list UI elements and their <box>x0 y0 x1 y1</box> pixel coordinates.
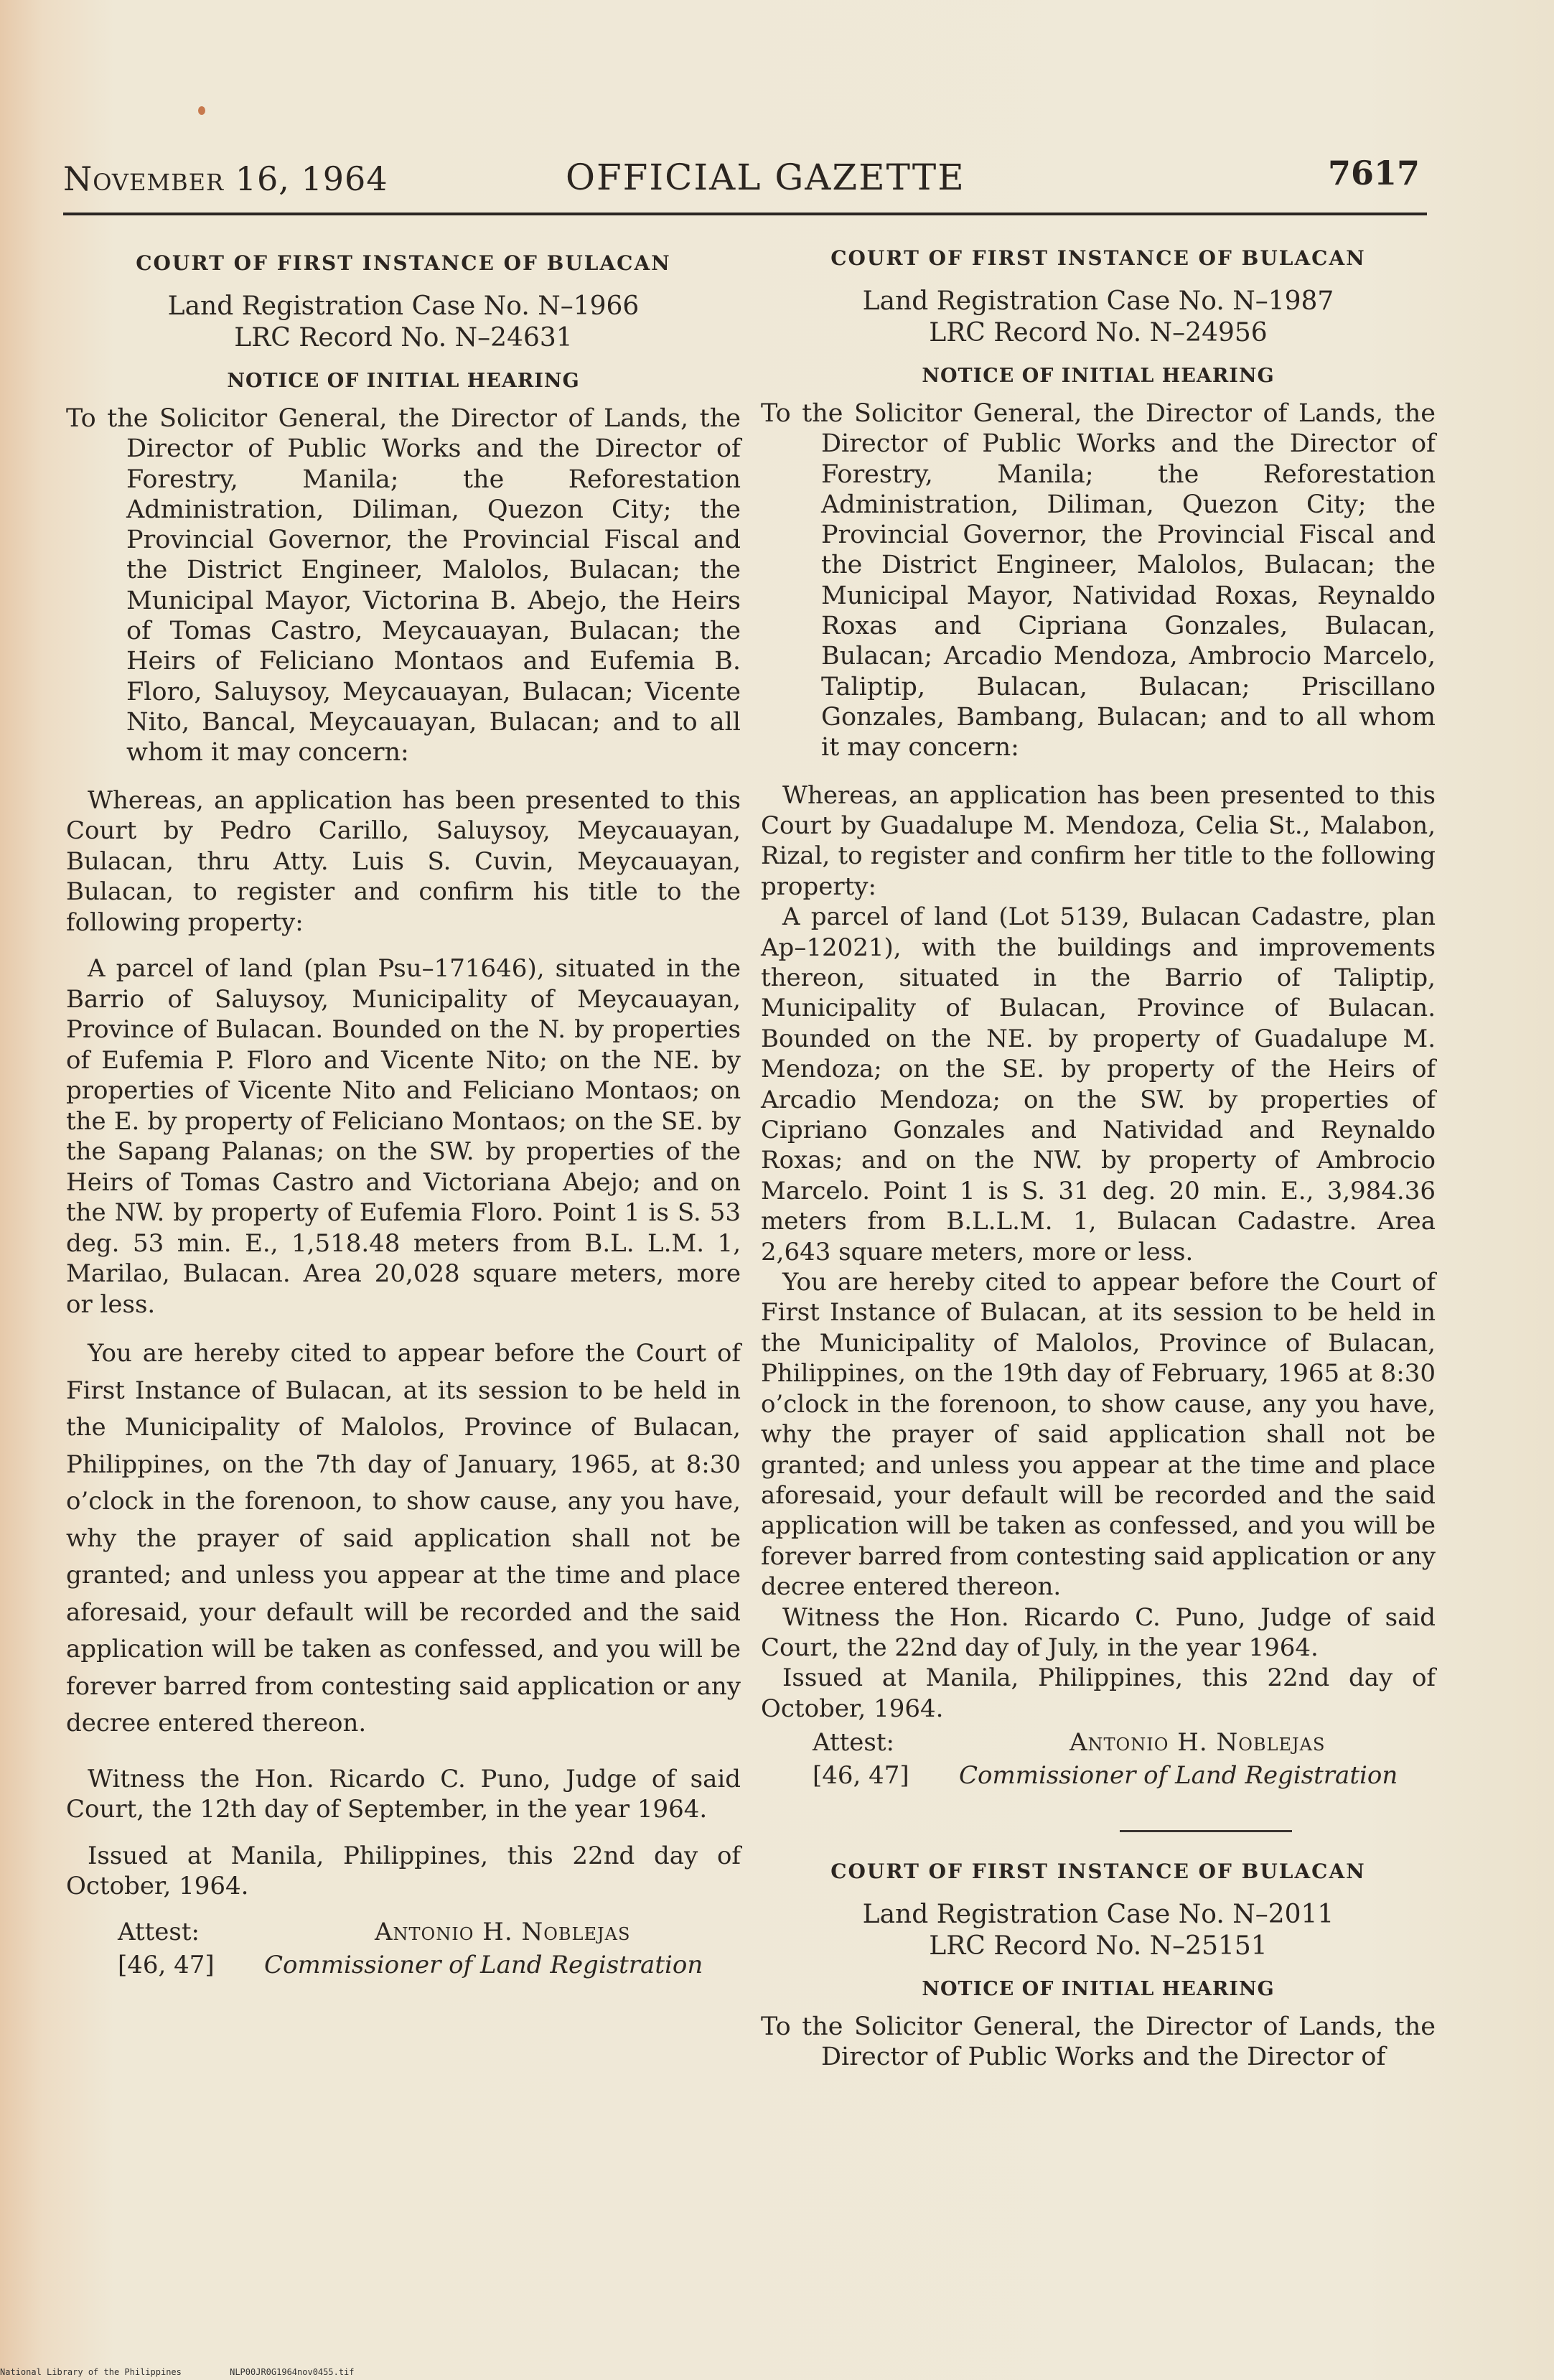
notice2-attest-name: Antonio H. Noblejas <box>1069 1728 1326 1758</box>
notice2-court: COURT OF FIRST INSTANCE OF BULACAN <box>830 246 1366 270</box>
notice-separator <box>1120 1830 1292 1832</box>
notice1-attest-name: Antonio H. Noblejas <box>375 1917 631 1946</box>
notice2-commissioner: Commissioner of Land Registration <box>959 1761 1398 1791</box>
notice3-court: COURT OF FIRST INSTANCE OF BULACAN <box>830 1859 1366 1884</box>
notice2-title: NOTICE OF INITIAL HEARING <box>922 365 1275 387</box>
notice1-parcel: A parcel of land (plan Psu–171646), situated in the Barrio of Saluysoy, Municipality of Meycauayan, Province of Bulacan. Bounded on the N. by properties of Eufemia P. Floro and Vicente Nito; on the NE. by properties of Vicente Nito and Feliciano Montaos; on the E. by property of Feliciano Montaos; on the SE. by the Sapang Palanas; on the SW. by properties of the Heirs of Tomas Castro and Victoriana Abejo; and on the NW. by property of Eufemia Floro. Point 1 is S. 53 deg. 53 min. E., 1,518.48 meters from B.L. L.M. 1, Marilao, Bulacan. Area 20,028 square meters, more or less. <box>66 954 741 1319</box>
notice2-address: To the Solicitor General, the Director of Lands, the Director of Public Works and the Director of Forestry, Manila; the Reforestation Administration, Diliman, Quezon City; the Provincial Governor, the Provincial Fiscal and the District Engineer, Malolos, Bulacan; the Municipal Mayor, Natividad Roxas, Reynaldo Roxas and Cipriana Gonzales, Bulacan, Bulacan; Arcadio Mendoza, Ambrocio Marcelo, Taliptip, Bulacan, Bulacan; Priscillano Gonzales, Bambang, Bulacan; and to all whom it may concern: <box>761 399 1436 762</box>
right-column <box>761 246 1436 2090</box>
notice1-lrc-record: LRC Record No. N–24631 <box>234 323 573 353</box>
notice1-issued: Issued at Manila, Philippines, this 22nd day of October, 1964. <box>66 1841 741 1901</box>
notice1-court: COURT OF FIRST INSTANCE OF BULACAN <box>136 251 671 275</box>
notice3-title: NOTICE OF INITIAL HEARING <box>922 1978 1275 2001</box>
notice1-citation: You are hereby cited to appear before the Court of First Instance of Bulacan, at its session to be held in the Municipality of Malolos, Province of Bulacan, Philippines, on the 7th day of January, 1965, at 8:30 o’clock in the forenoon, to show cause, any you have, why the prayer of said application shall not be granted; and unless you appear at the time and place aforesaid, your default will be recorded and the said application will be taken as confessed, and you will be forever barred from contesting said application or any decree entered thereon. <box>66 1339 741 1738</box>
notice2-parcel: A parcel of land (Lot 5139, Bulacan Cadastre, plan Ap–12021), with the buildings and improvements thereon, situated in the Barrio of Taliptip, Municipality of Bulacan, Province of Bulacan. Bounded on the NE. by property of Guadalupe M. Mendoza; on the SE. by property of the Heirs of Arcadio Mendoza; on the SW. by properties of Cipriano Gonzales and Natividad and Reynaldo Roxas; and on the NW. by property of Ambrocio Marcelo. Point 1 is S. 31 deg. 20 min. E., 3,984.36 meters from B.L.L.M. 1, Bulacan Cadastre. Area 2,643 square meters, more or less. <box>761 902 1436 1266</box>
notice1-witness: Witness the Hon. Ricardo C. Puno, Judge of said Court, the 12th day of September, in the year 1964. <box>66 1764 741 1824</box>
notice3-lrc-record: LRC Record No. N–25151 <box>929 1931 1268 1961</box>
notice1-title: NOTICE OF INITIAL HEARING <box>227 370 580 392</box>
notice1-reference: [46, 47] <box>118 1950 215 1979</box>
notice3-address: To the Solicitor General, the Director of Lands, the Director of Public Works and the Director of <box>761 2012 1436 2072</box>
header-rule <box>63 213 1427 215</box>
notice2-citation: You are hereby cited to appear before the Court of First Instance of Bulacan, at its session to be held in the Municipality of Malolos, Province of Bulacan, Philippines, on the 19th day of February, 1965 at 8:30 o’clock in the forenoon, to show cause, any you have, why the prayer of said application shall not be granted; and unless you appear at the time and place aforesaid, your default will be recorded and the said application will be taken as confessed, and you will be forever barred from contesting said application or any decree entered thereon. <box>761 1268 1436 1602</box>
page-header <box>63 154 1427 204</box>
notice2-lrc-record: LRC Record No. N–24956 <box>929 318 1268 347</box>
notice1-attest-label: Attest: <box>118 1917 200 1946</box>
notice2-whereas: Whereas, an application has been presented to this Court by Guadalupe M. Mendoza, Celia St., Malabon, Rizal, to register and confirm her title to the following property: <box>761 780 1436 901</box>
notice2-attest-label: Attest: <box>813 1728 894 1758</box>
notice2-case-number: Land Registration Case No. N–1987 <box>862 286 1334 316</box>
header-title: OFFICIAL GAZETTE <box>566 157 965 198</box>
notice1-whereas: Whereas, an application has been presented to this Court by Pedro Carillo, Saluysoy, Meycauayan, Bulacan, thru Atty. Luis S. Cuvin, Meycauayan, Bulacan, to register and confirm his title to the following property: <box>66 785 741 937</box>
notice1-case-number: Land Registration Case No. N–1966 <box>167 291 640 321</box>
notice2-issued: Issued at Manila, Philippines, this 22nd day of October, 1964. <box>761 1663 1436 1723</box>
notice3-case-number: Land Registration Case No. N–2011 <box>862 1900 1334 1930</box>
notice2-attestation <box>761 1728 1436 1796</box>
ink-spot <box>198 106 205 115</box>
notice1-attestation <box>66 1918 741 1985</box>
page-number: 7617 <box>1327 154 1420 192</box>
footer-library: National Library of the Philippines <box>0 2367 182 2377</box>
notice1-commissioner: Commissioner of Land Registration <box>264 1950 703 1979</box>
left-column <box>66 251 741 1985</box>
scan-footer <box>0 2367 398 2377</box>
footer-file: NLP00JR0G1964nov0455.tif <box>230 2367 355 2377</box>
notice2-witness: Witness the Hon. Ricardo C. Puno, Judge of said Court, the 22nd day of July, in the year 1964. <box>761 1602 1436 1662</box>
notice2-reference: [46, 47] <box>813 1761 909 1791</box>
notice1-address: To the Solicitor General, the Director of Lands, the Director of Public Works and the Director of Forestry, Manila; the Reforestation Administration, Diliman, Quezon City; the Provincial Governor, the Provincial Fiscal and the District Engineer, Malolos, Bulacan; the Municipal Mayor, Victorina B. Abejo, the Heirs of Tomas Castro, Meycauayan, Bulacan; the Heirs of Feliciano Montaos and Eufemia B. Floro, Saluysoy, Meycauayan, Bulacan; Vicente Nito, Bancal, Meycauayan, Bulacan; and to all whom it may concern: <box>66 404 741 767</box>
header-date: November 16, 1964 <box>63 159 388 198</box>
